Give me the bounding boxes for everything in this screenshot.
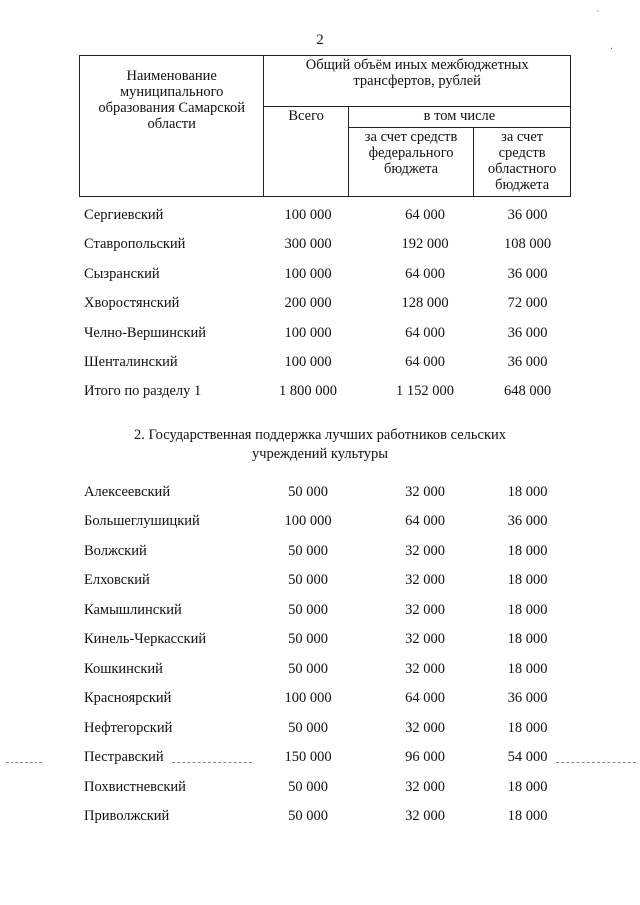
value-total: 100 000	[284, 690, 332, 706]
value-federal: 32 000	[405, 661, 445, 677]
value-federal: 32 000	[405, 602, 445, 618]
value-regional: 54 000	[507, 749, 548, 765]
district-name: Камышлинский	[84, 602, 182, 618]
value-federal: 32 000	[405, 779, 445, 795]
district-name: Приволжский	[84, 808, 170, 824]
value-total: 200 000	[284, 295, 332, 311]
value-regional: 18 000	[507, 720, 548, 736]
value-total: 150 000	[284, 749, 332, 765]
district-name: Пестравский	[84, 749, 164, 765]
table-row	[0, 779, 640, 797]
value-federal: 32 000	[405, 484, 445, 500]
district-name: Ставропольский	[84, 236, 186, 252]
value-total: 100 000	[284, 325, 332, 341]
value-total: 50 000	[288, 602, 328, 618]
table-row	[0, 513, 640, 531]
table-row	[0, 749, 640, 767]
table-header	[79, 55, 571, 197]
district-name: Шенталинский	[84, 354, 178, 370]
value-total: 50 000	[288, 631, 328, 647]
value-federal: 96 000	[405, 749, 445, 765]
value-regional: 36 000	[507, 266, 548, 282]
district-name: Хворостянский	[84, 295, 180, 311]
district-name: Сызранский	[84, 266, 160, 282]
header-total: Всего	[264, 107, 349, 197]
value-total: 50 000	[288, 572, 328, 588]
value-federal: 64 000	[405, 325, 445, 341]
section-2-title-line2: учреждений культуры	[251, 446, 389, 462]
header-including: в том числе	[348, 107, 570, 128]
district-name: Кинель-Черкасский	[84, 631, 207, 647]
value-regional: 36 000	[507, 513, 548, 529]
scan-artifact-line	[172, 762, 252, 763]
value-total: 50 000	[288, 808, 328, 824]
page-number: 2	[316, 32, 324, 48]
value-total: 50 000	[288, 720, 328, 736]
scan-artifact-line	[6, 762, 42, 763]
table-row	[0, 720, 640, 738]
value-federal: 32 000	[405, 631, 445, 647]
district-name: Алексеевский	[84, 484, 171, 500]
value-total: 100 000	[284, 207, 332, 223]
total-label: Итого по разделу 1	[84, 383, 202, 399]
section-2-title-line1: 2. Государственная поддержка лучших работников сельских	[134, 427, 506, 443]
value-federal: 64 000	[405, 690, 445, 706]
table-row	[0, 354, 640, 372]
value-federal: 64 000	[405, 207, 445, 223]
value-regional: 18 000	[507, 484, 548, 500]
district-name: Волжский	[84, 543, 147, 559]
value-total: 50 000	[288, 661, 328, 677]
value-federal: 32 000	[405, 543, 445, 559]
district-name: Нефтегорский	[84, 720, 173, 736]
value-regional: 36 000	[507, 690, 548, 706]
scan-artifact-line	[556, 762, 636, 763]
header-regional: за счет средств областного бюджета	[474, 128, 571, 197]
value-total: 50 000	[288, 779, 328, 795]
table-row	[0, 543, 640, 561]
scan-speck: ˋ	[596, 10, 600, 21]
section-2-title	[90, 426, 550, 464]
table-row	[0, 236, 640, 254]
header-total-group: Общий объём иных межбюджетных трансфертов, рублей	[264, 56, 571, 107]
value-federal: 192 000	[401, 236, 449, 252]
table-row-total	[0, 383, 640, 401]
district-name: Елховский	[84, 572, 150, 588]
value-regional: 18 000	[507, 631, 548, 647]
table-row	[0, 631, 640, 649]
value-federal: 64 000	[405, 513, 445, 529]
scan-speck: ·	[610, 44, 614, 55]
value-regional: 108 000	[503, 236, 552, 252]
value-total: 100 000	[284, 266, 332, 282]
value-regional: 36 000	[507, 207, 548, 223]
value-regional: 18 000	[507, 602, 548, 618]
value-total: 50 000	[288, 543, 328, 559]
table-row	[0, 572, 640, 590]
value-regional: 18 000	[507, 572, 548, 588]
table-row	[0, 661, 640, 679]
table-row	[0, 207, 640, 225]
value-regional: 18 000	[507, 543, 548, 559]
value-federal: 1 152 000	[396, 383, 454, 399]
district-name: Красноярский	[84, 690, 172, 706]
value-total: 100 000	[284, 513, 332, 529]
table-row	[0, 808, 640, 826]
value-federal: 32 000	[405, 808, 445, 824]
value-federal: 64 000	[405, 354, 445, 370]
district-name: Похвистневский	[84, 779, 186, 795]
value-federal: 32 000	[405, 720, 445, 736]
district-name: Сергиевский	[84, 207, 164, 223]
table-row	[0, 325, 640, 343]
header-name-column: Наименование муниципального образования Самарской области	[80, 56, 264, 197]
district-name: Челно-Вершинский	[84, 325, 206, 341]
value-regional: 18 000	[507, 661, 548, 677]
value-regional: 18 000	[507, 808, 548, 824]
table-row	[0, 484, 640, 502]
district-name: Кошкинский	[84, 661, 163, 677]
table-row	[0, 266, 640, 284]
value-total: 50 000	[288, 484, 328, 500]
value-federal: 128 000	[401, 295, 449, 311]
value-regional: 648 000	[503, 383, 552, 399]
value-federal: 32 000	[405, 572, 445, 588]
table-row	[0, 295, 640, 313]
value-regional: 18 000	[507, 779, 548, 795]
table-row	[0, 602, 640, 620]
value-regional: 36 000	[507, 325, 548, 341]
district-name: Большеглушицкий	[84, 513, 200, 529]
value-total: 1 800 000	[279, 383, 337, 399]
value-federal: 64 000	[405, 266, 445, 282]
value-regional: 72 000	[507, 295, 548, 311]
value-total: 100 000	[284, 354, 332, 370]
value-regional: 36 000	[507, 354, 548, 370]
table-row	[0, 690, 640, 708]
header-federal: за счет средств федерального бюджета	[348, 128, 473, 197]
value-total: 300 000	[284, 236, 332, 252]
